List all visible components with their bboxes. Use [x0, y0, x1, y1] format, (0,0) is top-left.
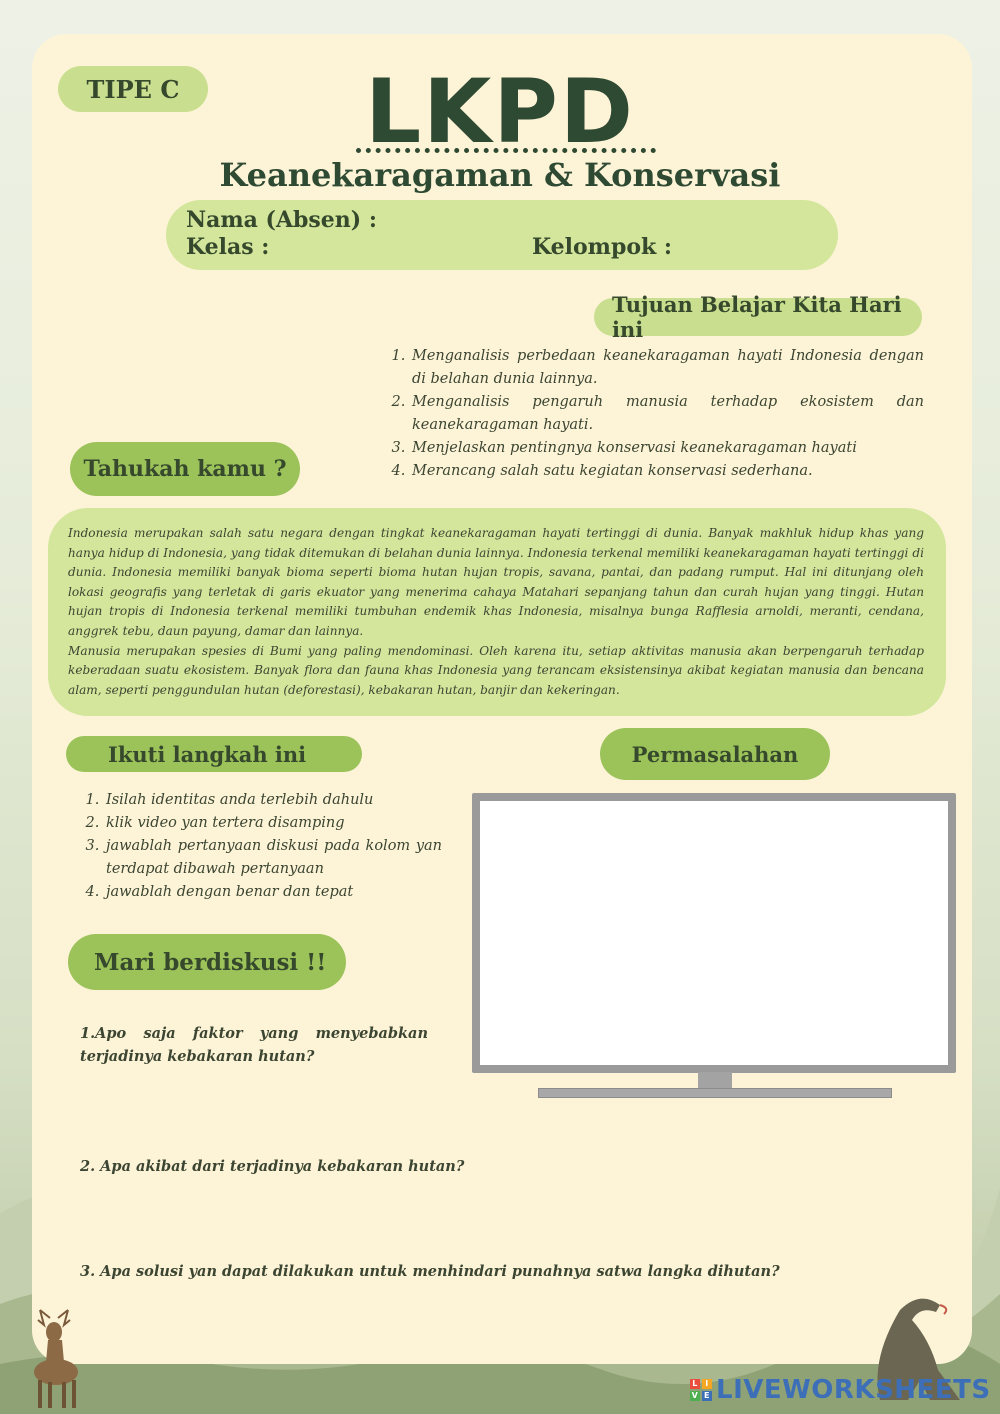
class-label: Kelas : — [186, 234, 270, 260]
name-label: Nama (Absen) : — [186, 207, 377, 233]
logo-letter: L — [690, 1379, 700, 1389]
logo-letter: V — [691, 1391, 699, 1400]
objective-item: 1. Menganalisis perbedaan keanekaragaman hayati Indonesia dengan di belahan dunia lainnya. — [410, 345, 924, 391]
question-2: 2. Apa akibat dari terjadinya kebakaran hutan? — [80, 1158, 465, 1175]
info-box — [48, 508, 946, 716]
question-1: 1.Apo saja faktor yang menyebabkan terjadinya kebakaran hutan? — [80, 1025, 428, 1065]
monitor-base — [538, 1088, 892, 1098]
brand-name: LIVEWORKSHEETS — [716, 1375, 991, 1405]
steps-heading: Ikuti langkah ini — [66, 736, 362, 772]
liveworksheets-brand — [690, 1373, 991, 1407]
type-badge: TIPE C — [58, 66, 208, 112]
liveworksheets-logo-icon — [690, 1379, 712, 1401]
group-label: Kelompok : — [532, 234, 673, 260]
video-screen[interactable] — [480, 801, 948, 1065]
objectives-heading: Tujuan Belajar Kita Hari ini — [594, 298, 922, 336]
step-item: 3. jawablah pertanyaan diskusi pada kolom yan terdapat dibawah pertanyaan — [104, 835, 442, 881]
step-item: 4. jawablah dengan benar dan tepat — [104, 881, 442, 904]
discussion-heading: Mari berdiskusi !! — [68, 934, 346, 990]
page-title: LKPD — [365, 60, 635, 163]
deer-illustration — [20, 1300, 90, 1410]
objective-item: 2. Menganalisis pengaruh manusia terhadap ekosistem dan keanekaragaman hayati. — [410, 391, 924, 437]
objective-item: 3. Menjelaskan pentingnya konservasi keanekaragaman hayati — [410, 437, 924, 460]
objective-item: 4. Merancang salah satu kegiatan konservasi sederhana. — [410, 460, 924, 483]
logo-letter: E — [702, 1391, 712, 1401]
logo-letter: I — [702, 1379, 712, 1389]
problem-heading: Permasalahan — [600, 728, 830, 780]
info-paragraph: Indonesia merupakan salah satu negara dengan tingkat keanekaragaman hayati tertinggi di dunia. Banyak makhluk hidup khas yang hanya hidup di Indonesia, yang tidak ditemukan di belahan dunia lainnya. Indonesia terkenal memiliki keanekaragaman hayati tertinggi di dunia. Indonesia memiliki banyak bioma seperti bioma hutan hujan tropis, savana, pantai, dan padang rumput. Hal ini ditunjang oleh lokasi geografis yang terletak di garis ekuator yang menerima cahaya Matahari sepanjang tahun dan curah hujan yang tinggi. Hutan hujan tropis di Indonesia terkenal memiliki tumbuhan endemik khas Indonesia, misalnya bunga Rafflesia arnoldi, meranti, cendana, anggrek tebu, daun payung, damar dan lainnya. — [68, 526, 924, 638]
question-3: 3. Apa solusi yan dapat dilakukan untuk menhindari punahnya satwa langka dihutan? — [80, 1263, 780, 1280]
objectives-list — [388, 345, 924, 483]
info-paragraph: Manusia merupakan spesies di Bumi yang paling mendominasi. Oleh karena itu, setiap aktivitas manusia akan berpengaruh terhadap keberadaan suatu ekosistem. Banyak flora dan fauna khas Indonesia yang terancam eksistensinya akibat kegiatan manusia dan bencana alam, seperti penggundulan hutan (deforestasi), kebakaran hutan, banjir dan kekeringan. — [68, 643, 924, 697]
page-subtitle: Keanekaragaman & Konservasi — [219, 156, 781, 194]
identity-box — [166, 200, 838, 270]
steps-list — [82, 789, 442, 904]
video-monitor[interactable] — [472, 793, 956, 1073]
step-item: 2. klik video yan tertera disamping — [104, 812, 442, 835]
step-item: 1. Isilah identitas anda terlebih dahulu — [104, 789, 442, 812]
did-you-know-heading: Tahukah kamu ? — [70, 442, 300, 496]
title-divider — [356, 148, 656, 153]
monitor-stand — [698, 1072, 732, 1088]
